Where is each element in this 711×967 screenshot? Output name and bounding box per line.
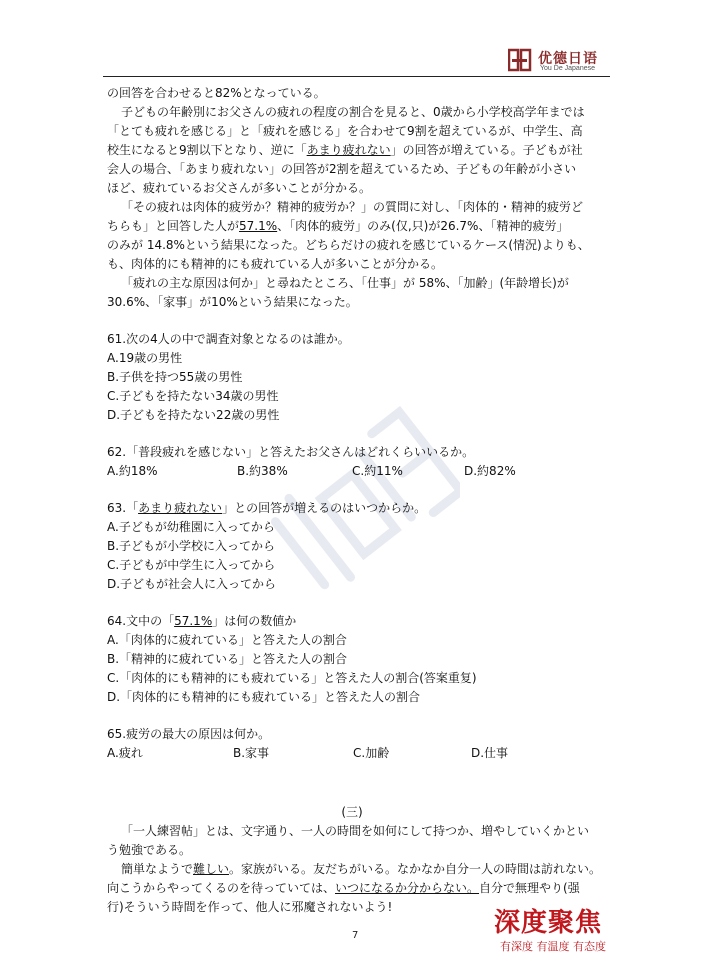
passage-line: の回答を合わせると82%となっている。: [107, 86, 326, 100]
passage-line: 「その疲れは肉体的疲労か？精神的疲労か？」の質問に対し、「肉体的・精神的疲労ど: [121, 200, 584, 214]
answer-option: C.加齢: [353, 746, 390, 760]
stamp-subtitle: 有深度 有温度 有态度: [500, 940, 606, 953]
passage-line: 向こうからやってくるのを待っていては、いつになるか分からない。自分で無理やり(强: [107, 881, 580, 895]
passage-line: 30.6%、「家事」が10%という結果になった。: [107, 295, 358, 309]
stamp-title: 深度聚焦: [494, 908, 603, 938]
passage-line: 「疲れの主な原因は何か」と尋ねたところ、「仕事」が 58%、「加齢」(年龄增长)が: [121, 276, 569, 290]
answer-option: D.子どもが社会人に入ってから: [107, 577, 277, 591]
document-body: [107, 84, 613, 917]
underlined-phrase: 難しい: [193, 862, 230, 876]
passage-line: のみが 14.8%という結果になった。どちらだけの疲れを感じているケース(情況)よりも、: [107, 238, 590, 252]
underlined-phrase: いつになるか分からない。: [335, 881, 480, 895]
answer-option: D.仕事: [471, 746, 509, 760]
logo-title: 优德日语: [538, 51, 598, 67]
answer-option: A.19歳の男性: [107, 351, 183, 365]
answer-option: A.疲れ: [107, 746, 143, 760]
underlined-phrase: 57.1%: [174, 614, 213, 628]
question-stem: 61.次の4人の中で調査対象となるのは誰か。: [107, 332, 350, 346]
answer-option: C.約11%: [352, 464, 403, 478]
question-stem: 62.「普段疲れを感じない」と答えたお父さんはどれくらいいるか。: [107, 445, 475, 459]
passage-line: 子どもの年齢別にお父さんの疲れの程度の割合を見ると、0歳から小学校高学年までは: [121, 105, 585, 119]
passage-line: 校生になると9割以下となり、逆に「あまり疲れない」の回答が増えている。子どもが社: [107, 143, 583, 157]
passage-line: 「とても疲れを感じる」と「疲れを感じる」を合わせて9割を超えているが、中学生、高: [107, 124, 583, 138]
question-stem: 65.疲労の最大の原因は何か。: [107, 727, 271, 741]
passage-line: う勉強である。: [107, 843, 192, 857]
answer-option: B.家事: [233, 746, 270, 760]
passage-line: 会人の場合、「あまり疲れない」の回答が2割を超えているため、子どもの年齢が小さい: [107, 162, 577, 176]
answer-option: D.子どもを持たない22歳の男性: [107, 408, 280, 422]
passage-line: 簡単なようで難しい。家族がいる。友だちがいる。なかなか自分一人の時間は訪れない。: [121, 862, 602, 876]
answer-option: B.子供を持つ55歳の男性: [107, 370, 243, 384]
answer-option: B.子どもが小学校に入ってから: [107, 539, 276, 553]
answer-option: D.「肉体的にも精神的にも疲れている」と答えた人の割合: [107, 690, 421, 704]
answer-options-row: [107, 462, 613, 481]
answer-option: C.子どもが中学生に入ってから: [107, 558, 276, 572]
promo-stamp: [488, 902, 630, 958]
answer-option: D.約82%: [464, 464, 516, 478]
passage-line: 行)そういう時間を作って、他人に邪魔されないよう!: [107, 900, 393, 914]
underlined-phrase: 57.1%: [239, 219, 278, 233]
question-stem: 64.文中の「57.1%」は何の数値か: [107, 614, 297, 628]
passage-line: 「一人練習帖」とは、文字通り、一人の時間を如何にして持つか、増やしていくかとい: [121, 824, 590, 838]
logo-mark-icon: [508, 48, 532, 72]
section-heading: (三): [341, 805, 363, 819]
answer-options-row: [107, 744, 613, 763]
answer-option: B.「精神的に疲れている」と答えた人の割合: [107, 652, 348, 666]
answer-option: A.子どもが幼稚園に入ってから: [107, 520, 275, 534]
logo-subtitle: You De Japanese: [540, 65, 596, 72]
answer-option: B.約38%: [237, 464, 288, 478]
page-number: 7: [352, 930, 359, 941]
header-divider: [103, 76, 610, 77]
question-stem: 63.「あまり疲れない」との回答が増えるのはいつからか。: [107, 501, 427, 515]
underlined-phrase: あまり疲れない: [306, 143, 391, 157]
answer-option: C.「肉体的にも精神的にも疲れている」と答えた人の割合(答案重复): [107, 671, 477, 685]
passage-line: ほど、疲れているお父さんが多いことが分かる。: [107, 181, 372, 195]
answer-option: C.子どもを持たない34歳の男性: [107, 389, 279, 403]
answer-option: A.「肉体的に疲れている」と答えた人の割合: [107, 633, 347, 647]
passage-line: も、肉体的にも精神的にも疲れている人が多いことが分かる。: [107, 257, 444, 271]
passage-line: ちらも」と回答した人が57.1%、「肉体的疲労」のみ(仅,只)が26.7%、「精神的疲労」: [107, 219, 569, 233]
answer-option: A.約18%: [107, 464, 158, 478]
underlined-phrase: あまり疲れない: [138, 501, 223, 515]
brand-logo: [508, 46, 612, 76]
